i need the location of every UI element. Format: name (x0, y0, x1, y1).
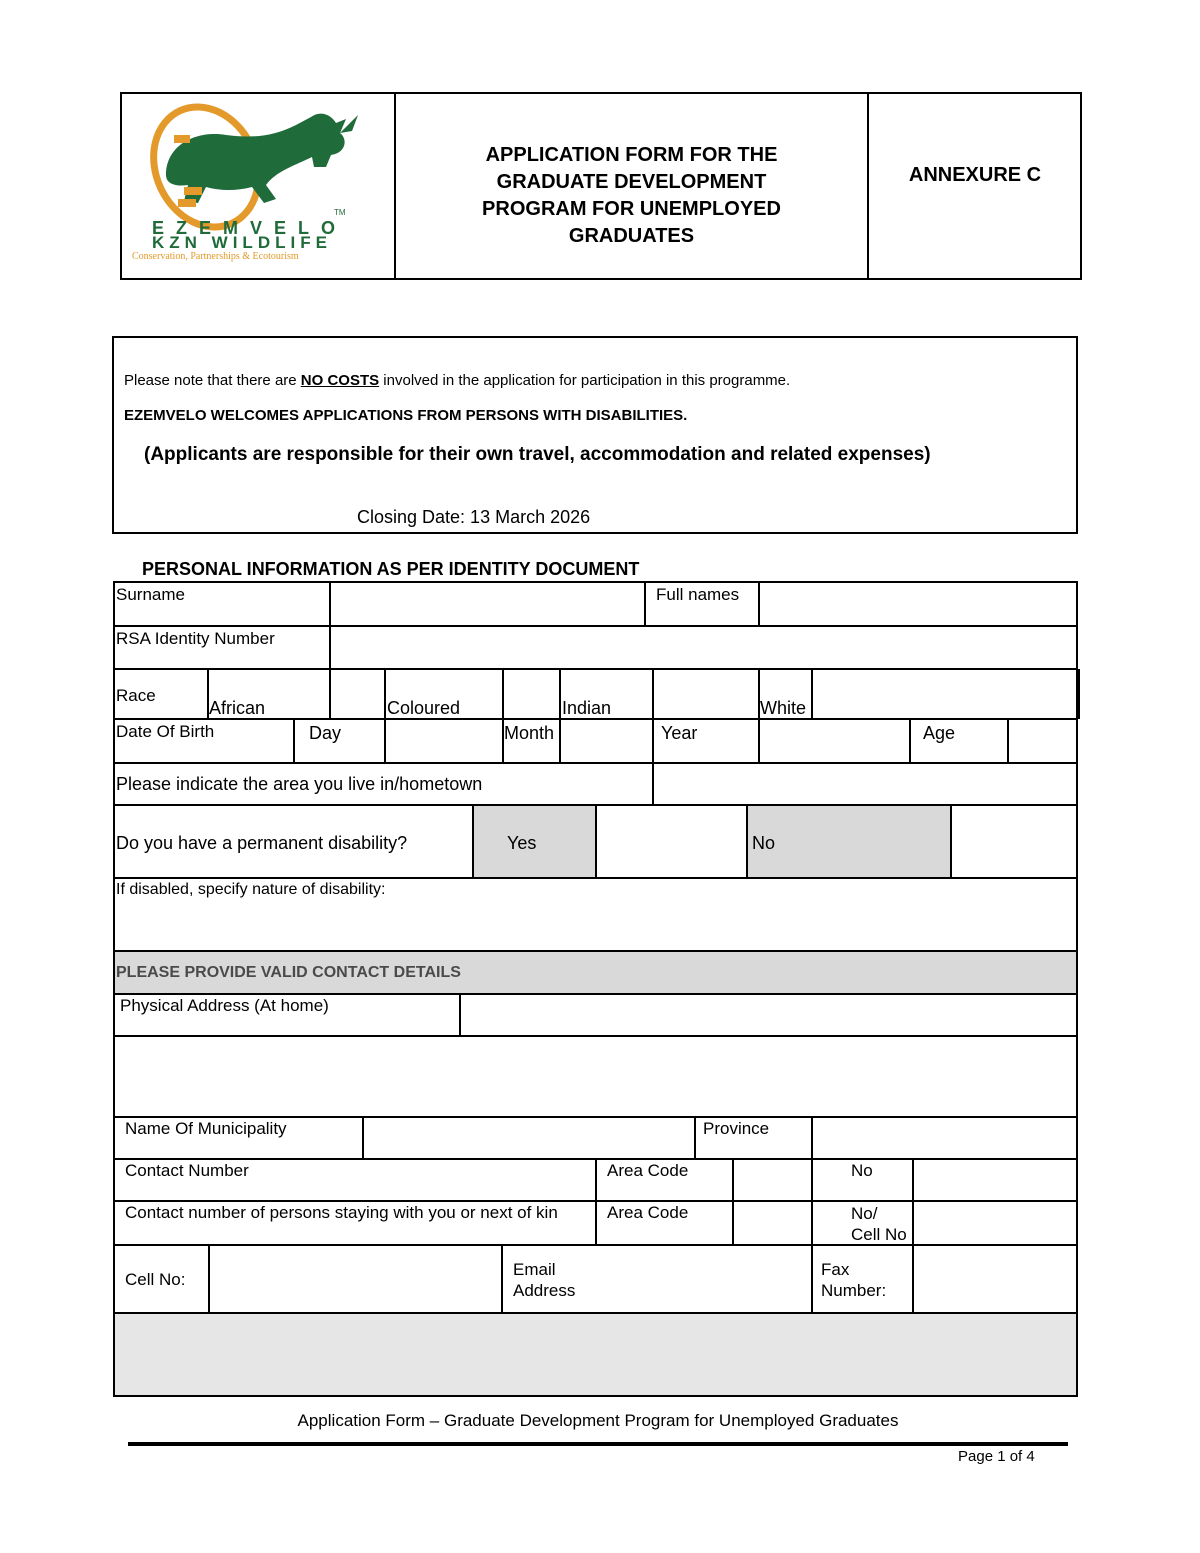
notice-line-3: (Applicants are responsible for their own travel, accommodation and related expenses) (144, 444, 931, 465)
page-number: Page 1 of 4 (958, 1448, 1035, 1465)
race-african-label: African (209, 698, 266, 718)
contact-details-header: PLEASE PROVIDE VALID CONTACT DETAILS (116, 964, 461, 981)
id-number-label: RSA Identity Number (116, 629, 275, 648)
closing-date: Closing Date: 13 March 2026 (357, 507, 591, 527)
municipality-field[interactable] (364, 1118, 694, 1158)
area-code-2-field[interactable] (734, 1202, 811, 1243)
race-white-checkbox[interactable] (813, 670, 1076, 718)
logo-tagline: Conservation, Partnerships & Ecotourism (132, 251, 299, 262)
cell-no-label: Cell No: (125, 1270, 186, 1289)
title-line-1: APPLICATION FORM FOR THE (485, 144, 778, 166)
fax-field[interactable] (914, 1246, 1076, 1311)
surname-field[interactable] (331, 583, 644, 625)
race-indian-label: Indian (562, 698, 612, 718)
year-field[interactable] (760, 720, 909, 761)
race-white-label: White (760, 698, 807, 718)
race-african-checkbox[interactable] (331, 670, 384, 718)
shaded-blank-row (115, 1314, 1076, 1395)
cell-no-field[interactable] (210, 1246, 501, 1311)
no-cell-line-2: Cell No (851, 1225, 907, 1244)
age-label: Age (923, 723, 956, 743)
province-label: Province (703, 1119, 770, 1138)
no-cell-line-1: No/ (851, 1204, 878, 1223)
disability-no-label: No (752, 833, 776, 853)
area-field[interactable] (654, 764, 1076, 804)
fax-line-2: Number: (821, 1281, 887, 1300)
month-field[interactable] (561, 720, 651, 761)
footer-text: Application Form – Graduate Development Program for Unemployed Graduates (297, 1411, 899, 1430)
logo-tm: TM (334, 208, 346, 217)
next-of-kin-label: Contact number of persons staying with you or next of kin (125, 1203, 558, 1222)
municipality-label: Name Of Municipality (125, 1119, 287, 1138)
physical-address-continued-field[interactable] (115, 1037, 1076, 1115)
notice-line-2: EZEMVELO WELCOMES APPLICATIONS FROM PERSONS WITH DISABILITIES. (124, 407, 688, 424)
annexure-label: ANNEXURE C (908, 164, 1042, 186)
contact-number-label: Contact Number (125, 1161, 249, 1180)
race-coloured-checkbox[interactable] (504, 670, 559, 718)
area-code-2-label: Area Code (607, 1203, 689, 1222)
area-code-label: Area Code (607, 1161, 689, 1180)
email-line-1: Email (513, 1260, 556, 1279)
no-cell-label (851, 1203, 907, 1245)
race-label: Race (116, 686, 156, 705)
surname-label: Surname (116, 585, 185, 604)
disability-question: Do you have a permanent disability? (116, 833, 408, 853)
age-field[interactable] (1009, 720, 1076, 761)
form-title (396, 142, 867, 250)
email-line-2: Address (513, 1281, 576, 1300)
section-title: PERSONAL INFORMATION AS PER IDENTITY DOCUMENT (142, 559, 640, 579)
email-label (513, 1259, 575, 1301)
race-indian-checkbox[interactable] (654, 670, 758, 718)
race-coloured-label: Coloured (387, 698, 461, 718)
notice-line-1 (124, 372, 790, 390)
area-label: Please indicate the area you live in/hometown (116, 774, 483, 794)
no-costs-emphasis: NO COSTS (300, 372, 380, 389)
title-line-4: GRADUATES (568, 225, 695, 247)
id-number-field[interactable] (331, 627, 1076, 668)
physical-address-label: Physical Address (At home) (120, 996, 329, 1015)
notice-line-1-post: involved in the application for participation in this programme. (379, 372, 791, 389)
contact-no-label: No (851, 1161, 873, 1180)
fax-label (821, 1259, 886, 1301)
physical-address-field[interactable] (461, 995, 1076, 1035)
next-of-kin-no-field[interactable] (914, 1202, 1076, 1243)
day-label: Day (309, 723, 342, 743)
title-line-2: GRADUATE DEVELOPMENT (496, 171, 767, 193)
notice-box (112, 336, 1078, 534)
footer-rule (128, 1442, 1068, 1446)
disability-nature-field[interactable] (115, 900, 1076, 949)
contact-no-field[interactable] (914, 1160, 1076, 1200)
title-line-3: PROGRAM FOR UNEMPLOYED (482, 198, 781, 220)
province-field[interactable] (813, 1118, 1076, 1158)
month-label: Month (504, 723, 555, 743)
fax-line-1: Fax (821, 1260, 850, 1279)
disability-yes-label: Yes (507, 833, 537, 853)
disability-yes-checkbox[interactable] (597, 806, 746, 877)
disability-nature-label: If disabled, specify nature of disability: (116, 881, 386, 898)
logo-name-2: KZN WILDLIFE (152, 233, 332, 252)
full-names-field[interactable] (760, 583, 1076, 625)
disability-no-checkbox[interactable] (952, 806, 1076, 877)
full-names-label: Full names (656, 585, 740, 604)
email-field[interactable] (597, 1246, 810, 1311)
logo-name: EZEMVELO (152, 218, 348, 238)
area-code-field[interactable] (734, 1160, 811, 1200)
dob-label: Date Of Birth (116, 722, 215, 741)
year-label: Year (661, 723, 698, 743)
day-field[interactable] (386, 720, 501, 761)
notice-line-1-pre: Please note that there are (124, 372, 301, 389)
